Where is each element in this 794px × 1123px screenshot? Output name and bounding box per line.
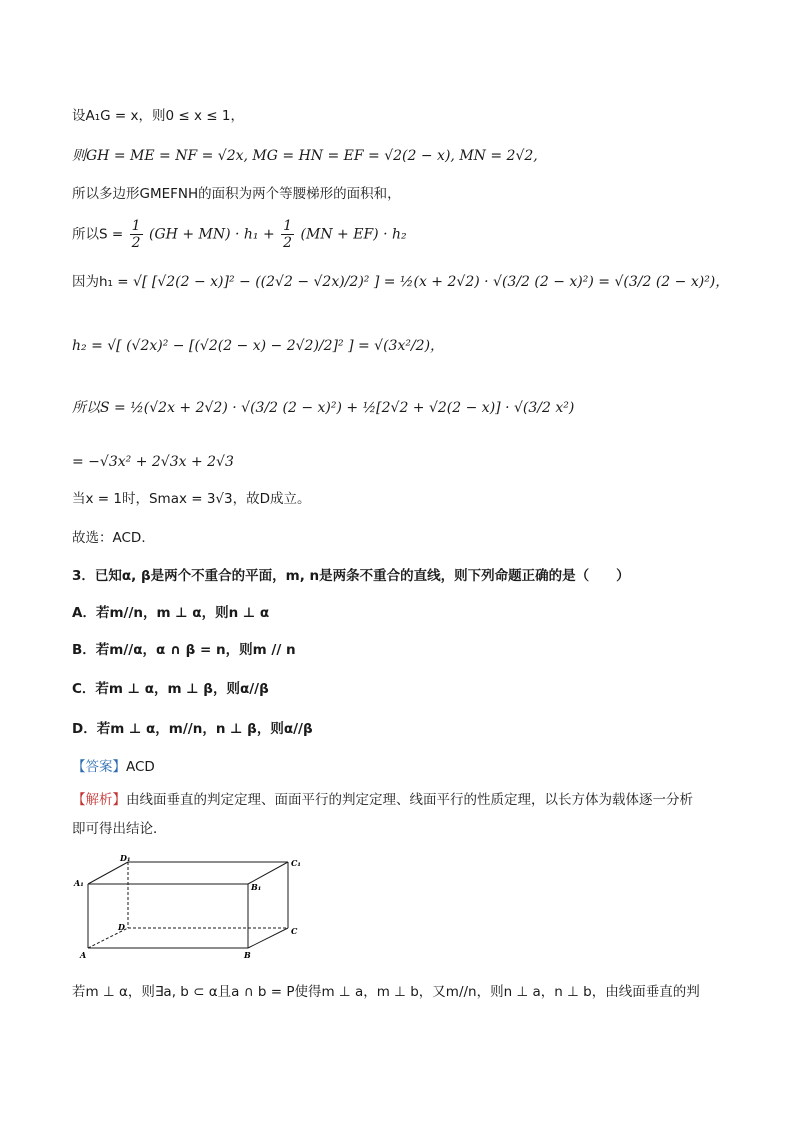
label-d1: D₁ xyxy=(120,853,131,863)
label-d: D xyxy=(118,922,125,932)
fraction-half: $\frac{1}{2}$ xyxy=(131,218,141,251)
formula-area-prefix: 所以S = xyxy=(72,226,124,243)
formula-result: = −√3x² + 2√3x + 2√3 xyxy=(72,454,234,470)
answer-value: ACD xyxy=(126,759,155,775)
option-c: C．若m ⊥ α，m ⊥ β，则α//β xyxy=(72,681,269,697)
text-line-3: 所以多边形GMEFNH的面积为两个等腰梯形的面积和， xyxy=(72,186,401,202)
label-c: C xyxy=(291,926,298,936)
answer-line xyxy=(72,757,155,777)
formula-area-part-b: (MN + EF) · h₂ xyxy=(300,226,407,243)
text-max: 当x = 1时，Smax = 3√3，故D成立。 xyxy=(72,491,311,507)
text-line-2: 则GH = ME = NF = √2x, MG = HN = EF = √2(2 − x), MN = 2√2, xyxy=(72,148,538,164)
label-a: A xyxy=(80,950,87,960)
text-choice: 故选：ACD． xyxy=(72,530,155,546)
option-a: A．若m//n，m ⊥ α，则n ⊥ α xyxy=(72,605,270,621)
option-b: B．若m//α，α ∩ β = n，则m // n xyxy=(72,642,296,658)
analysis-text-1: 由线面垂直的判定定理、面面平行的判定定理、线面平行的性质定理，以长方体为载体逐一分析 xyxy=(126,792,693,808)
label-c1: C₁ xyxy=(291,858,301,868)
formula-area-part-a: (GH + MN) · h₁ + xyxy=(149,226,275,243)
formula-h1-prefix: 因为h₁ = xyxy=(72,274,129,290)
formula-h2: h₂ = √[ (√2x)² − [(√2(2 − x) − 2√2)/2]² ] = √(3x²/2)， xyxy=(72,338,445,354)
cuboid-figure xyxy=(72,852,304,964)
formula-h1 xyxy=(72,272,729,292)
label-a1: A₁ xyxy=(74,878,84,888)
formula-h1-body: √[ [√2(2 − x)]² − ((2√2 − √2x)/2)² ] = ½(x + 2√2) · √(3/2 (2 − x)²) = √(3/2 (2 − x)²)， xyxy=(133,274,730,290)
label-b1: B₁ xyxy=(251,882,262,892)
analysis-line-1 xyxy=(72,790,693,810)
label-b: B xyxy=(244,950,251,960)
text-line-1: 设A₁G = x，则0 ≤ x ≤ 1， xyxy=(72,108,244,124)
question-3: 3．已知α, β是两个不重合的平面，m, n是两条不重合的直线，则下列命题正确的是（ ） xyxy=(72,568,630,584)
formula-area xyxy=(72,218,407,251)
formula-s: 所以S = ½(√2x + 2√2) · √(3/2 (2 − x)²) + ½[2√2 + √2(2 − x)] · √(3/2 x²) xyxy=(72,400,575,416)
fraction-half: $\frac{1}{2}$ xyxy=(283,218,293,251)
option-d: D．若m ⊥ α，m//n，n ⊥ β，则α//β xyxy=(72,721,313,737)
answer-tag: 【答案】 xyxy=(72,759,126,775)
analysis-line-2: 即可得出结论． xyxy=(72,821,167,837)
analysis-tag: 【解析】 xyxy=(72,792,126,808)
text-last-line: 若m ⊥ α，则∃a, b ⊂ α且a ∩ b = P使得m ⊥ a，m ⊥ b，又m//n，则n ⊥ a，n ⊥ b，由线面垂直的判 xyxy=(72,984,700,1000)
